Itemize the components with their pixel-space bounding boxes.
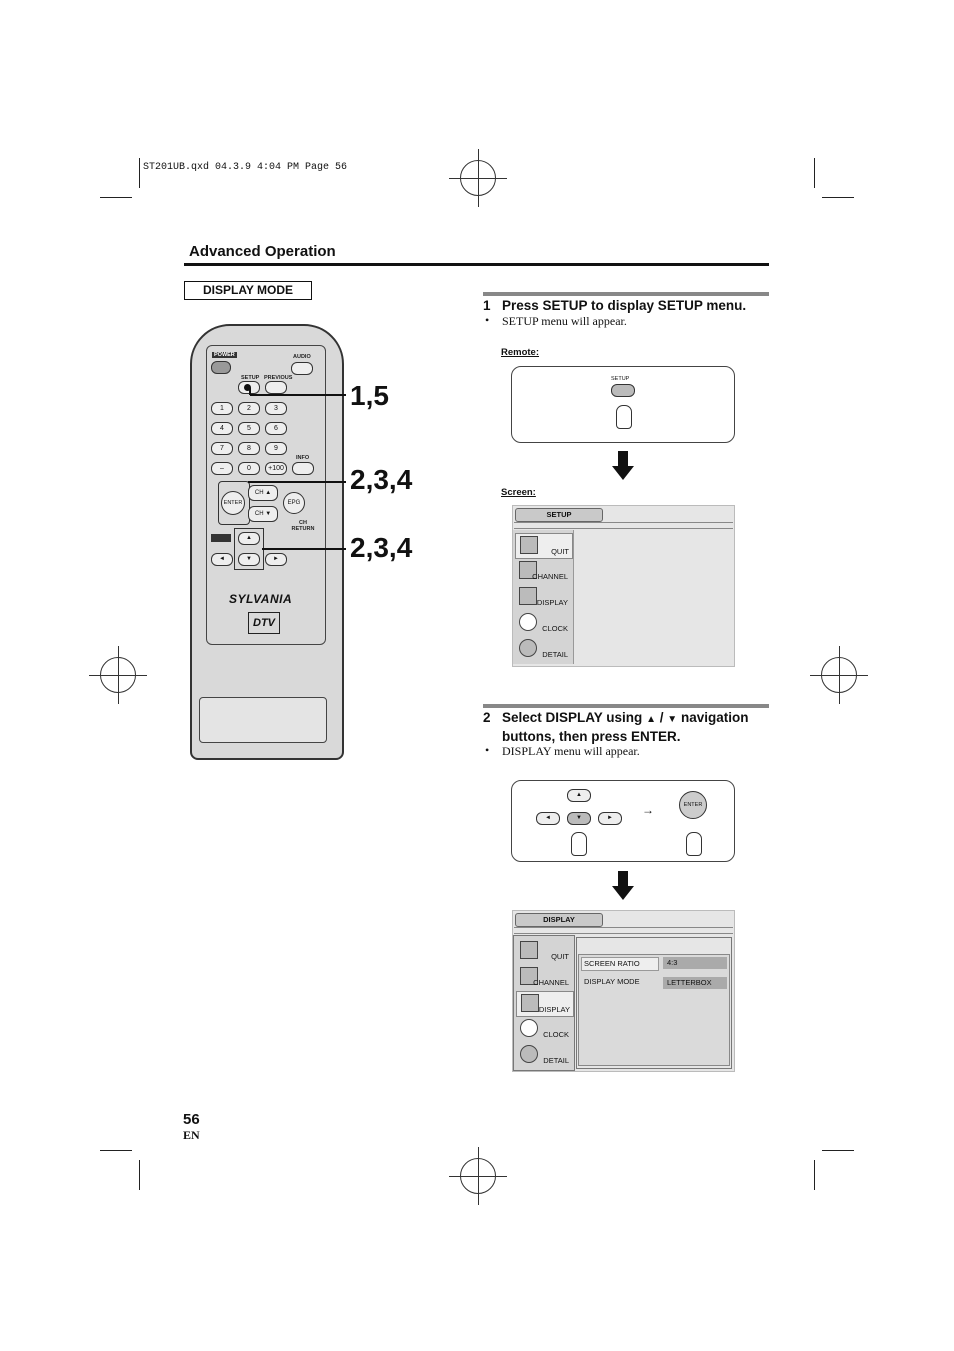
step-1-title: Press SETUP to display SETUP menu. <box>502 298 747 313</box>
step-2-number: 2 <box>483 710 491 725</box>
topic-box: DISPLAY MODE <box>184 281 312 300</box>
audio-label: AUDIO <box>293 354 311 360</box>
down-arrow-button[interactable]: ▼ <box>238 553 260 566</box>
language-code: EN <box>183 1128 200 1142</box>
setup-caption: SETUP <box>611 376 630 382</box>
menu-item-clock: CLOCK <box>515 611 571 635</box>
left-button-illus: ◄ <box>536 812 560 825</box>
menu-item-detail: DETAIL <box>515 637 571 661</box>
hand-icon <box>616 405 632 429</box>
brand-logo: SYLVANIA <box>229 592 293 606</box>
registration-mark <box>460 160 496 196</box>
digit-button[interactable]: 4 <box>211 422 233 435</box>
menu-item-channel: CHANNEL <box>516 965 572 989</box>
audio-button[interactable] <box>291 362 313 375</box>
screen-divider <box>514 522 733 529</box>
step-1-bullet: SETUP menu will appear. <box>502 314 627 328</box>
previous-label: PREVIOUS <box>264 375 293 381</box>
setup-button-illus <box>611 384 635 397</box>
digit-button[interactable]: – <box>211 462 233 475</box>
print-header: ST201UB.qxd 04.3.9 4:04 PM Page 56 <box>143 162 348 173</box>
right-button-illus: ► <box>598 812 622 825</box>
step-bar <box>483 292 769 296</box>
digit-button[interactable]: 7 <box>211 442 233 455</box>
menu-item-display: DISPLAY <box>516 991 574 1017</box>
display-mode-label: DISPLAY MODE <box>584 977 640 986</box>
section-rule <box>184 263 769 266</box>
hand-icon <box>571 832 587 856</box>
step-bar <box>483 704 769 708</box>
epg-button[interactable]: EPG <box>283 492 305 514</box>
down-button-illus: ▼ <box>567 812 591 825</box>
callout-step-1-5: 1,5 <box>350 380 389 411</box>
screen-tab: SETUP <box>515 508 603 522</box>
remote-battery-cover <box>199 697 327 743</box>
menu-item-quit: QUIT <box>516 939 572 963</box>
screen-ratio-value: 4:3 <box>663 957 727 969</box>
up-arrow-button[interactable]: ▲ <box>238 532 260 545</box>
registration-mark <box>821 657 857 693</box>
sap-badge <box>211 534 231 542</box>
info-button[interactable] <box>292 462 314 475</box>
digit-button[interactable]: 3 <box>265 402 287 415</box>
enter-button-illus: ENTER <box>679 791 707 819</box>
dtv-logo: DTV <box>248 612 280 634</box>
callout-line <box>262 548 346 550</box>
registration-mark <box>460 1158 496 1194</box>
ch-return-label: CH RETURN <box>291 520 315 532</box>
digit-button[interactable]: 8 <box>238 442 260 455</box>
menu-item-display: DISPLAY <box>515 585 571 609</box>
step-2-title: Select DISPLAY using ▲ / ▼ navigation buttons, then press ENTER. <box>502 710 749 744</box>
digit-button[interactable]: 1 <box>211 402 233 415</box>
up-button-illus: ▲ <box>567 789 591 802</box>
down-arrow-icon <box>612 871 634 901</box>
down-triangle-icon: ▼ <box>667 714 678 725</box>
menu-item-channel: CHANNEL <box>515 559 571 583</box>
callout-line <box>248 481 346 483</box>
hand-icon <box>686 832 702 856</box>
left-arrow-button[interactable]: ◄ <box>211 553 233 566</box>
screen-divider <box>514 927 733 934</box>
registration-mark <box>100 657 136 693</box>
callout-line <box>250 394 346 396</box>
digit-button[interactable]: 6 <box>265 422 287 435</box>
display-mode-value: LETTERBOX <box>663 977 727 989</box>
bullet: • <box>485 743 490 757</box>
setup-menu <box>513 530 574 664</box>
step-1-number: 1 <box>483 298 491 313</box>
page-number: 56 <box>183 1111 200 1128</box>
setup-label: SETUP <box>241 375 260 381</box>
down-arrow-icon <box>612 451 634 481</box>
ch-down-button[interactable]: CH ▼ <box>248 506 278 522</box>
screen-label: Screen: <box>501 487 536 498</box>
callout-line <box>249 388 251 395</box>
digit-button[interactable]: 9 <box>265 442 287 455</box>
display-menu <box>513 935 575 1071</box>
power-button[interactable] <box>211 361 231 374</box>
remote-label: Remote: <box>501 347 540 358</box>
power-label: POWER <box>214 352 235 358</box>
bullet: • <box>485 313 490 327</box>
callout-step-2-3-4: 2,3,4 <box>350 464 413 495</box>
step-2-bullet: DISPLAY menu will appear. <box>502 744 640 758</box>
digit-button[interactable]: 0 <box>238 462 260 475</box>
digit-button[interactable]: 2 <box>238 402 260 415</box>
section-title: Advanced Operation <box>189 243 336 260</box>
callout-step-2-3-4: 2,3,4 <box>350 532 413 563</box>
up-triangle-icon: ▲ <box>646 714 656 725</box>
digit-button[interactable]: +100 <box>265 462 287 475</box>
menu-item-detail: DETAIL <box>516 1043 572 1067</box>
right-arrow-button[interactable]: ► <box>265 553 287 566</box>
info-label: INFO <box>296 455 310 461</box>
menu-item-quit: QUIT <box>515 533 573 559</box>
digit-button[interactable]: 5 <box>238 422 260 435</box>
enter-button[interactable]: ENTER <box>221 491 245 515</box>
menu-item-clock: CLOCK <box>516 1017 572 1041</box>
arrow-right-icon: → <box>642 803 654 817</box>
ch-up-button[interactable]: CH ▲ <box>248 485 278 501</box>
screen-tab: DISPLAY <box>515 913 603 927</box>
screen-ratio-label: SCREEN RATIO <box>581 957 659 971</box>
previous-button[interactable] <box>265 381 287 394</box>
